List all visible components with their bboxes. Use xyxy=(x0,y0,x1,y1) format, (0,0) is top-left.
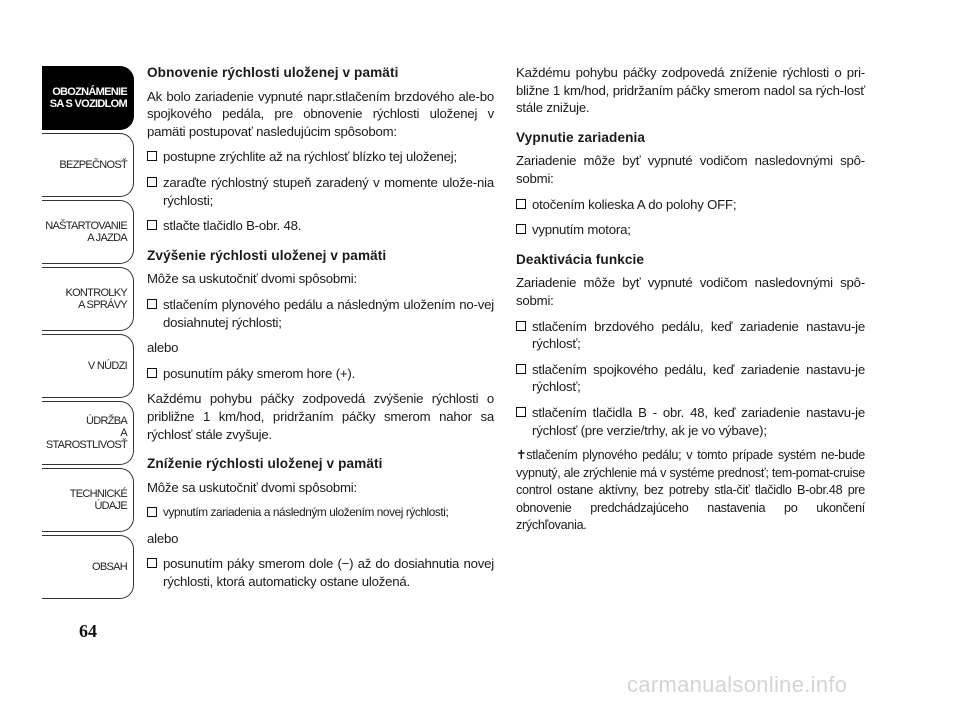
paragraph: Môže sa uskutočniť dvomi spôsobmi: xyxy=(147,271,357,287)
bullet-item: zaraďte rýchlostný stupeň zaradený v momente ulože-nia rýchlosti; xyxy=(147,174,494,209)
bullet-item: posunutím páky smerom dole (−) až do dosiahnutia novej rýchlosti, ktorá automaticky ostane uložená. xyxy=(147,555,494,590)
tab-label: OBSAH xyxy=(91,561,127,573)
paragraph: Môže sa uskutočniť dvomi spôsobmi: xyxy=(147,479,357,495)
bullet-item: posunutím páky smerom hore (+). xyxy=(147,365,494,383)
paragraph: alebo xyxy=(147,340,179,356)
tab-v-nudzi[interactable] xyxy=(42,334,134,398)
bullet-item: stlačením spojkového pedálu, keď zariadenie nastavu-je rýchlosť; xyxy=(516,361,865,396)
tab-label: KONTROLKY A SPRÁVY xyxy=(65,287,127,311)
bullet-item: stlačte tlačidlo B-obr. 48. xyxy=(147,217,494,235)
chapter-tabs xyxy=(42,66,134,602)
tab-bezpecnost[interactable] xyxy=(42,133,134,197)
dagger-mark: ✝ xyxy=(516,448,527,463)
bullet-item: stlačením tlačidla B - obr. 48, keď zariadenie nastavu-je rýchlosť (pre verzie/trhy, ak je vo výbave); xyxy=(516,404,865,439)
section-heading: Zníženie rýchlosti uloženej v pamäti xyxy=(147,456,383,472)
bullet-item: otočením kolieska A do polohy OFF; xyxy=(516,196,865,214)
paragraph: Každému pohybu páčky zodpovedá zvýšenie rýchlosti o približne 1 km/hod, pridržaním páčky smerom nahor sa rýchlosť stále zvyšuje. xyxy=(147,391,494,442)
tab-label: OBOZNÁMENIE SA S VOZIDLOM xyxy=(49,86,127,110)
tab-label: ÚDRŽBA A STAROSTLIVOSŤ xyxy=(45,415,127,451)
watermark: carmanualsonline.info xyxy=(627,672,848,697)
paragraph: alebo xyxy=(147,530,179,546)
bullet-item: stlačením brzdového pedálu, keď zariadenie nastavu-je rýchlosť; xyxy=(516,318,865,353)
paragraph: Zariadenie môže byť vypnuté vodičom nasledovnými spô-sobmi: xyxy=(516,153,865,186)
paragraph-text: stlačením plynového pedálu; v tomto prípade systém ne-bude vypnutý, ale zrýchlenie má v systéme prednosť; tem-pomat-cruise control ostane aktívny, bez potreby stla-čiť tlačidlo B-obr.48 pre obnovenie predchádzajúceho nastavenia po ukončení zrýchľovania. xyxy=(516,448,865,533)
right-column xyxy=(516,64,865,543)
tab-nastartovanie[interactable] xyxy=(42,200,134,264)
section-heading: Deaktivácia funkcie xyxy=(516,251,645,267)
tab-udrzba[interactable] xyxy=(42,401,134,465)
bullet-item: postupne zrýchlite až na rýchlosť blízko tej uloženej; xyxy=(147,148,494,166)
tab-label: V NÚDZI xyxy=(87,360,127,372)
paragraph: Každému pohybu páčky zodpovedá zníženie rýchlosti o pri-bližne 1 km/hod, pridržaním páčky smerom nadol sa rých-losť stále znižuje. xyxy=(516,65,865,116)
paragraph: Ak bolo zariadenie vypnuté napr.stlačením brzdového ale-bo spojkového pedála, pre obnovenie rýchlosti uloženej v pamäti postupovať nasledujúcim spôsobom: xyxy=(147,88,494,139)
tab-label: BEZPEČNOSŤ xyxy=(59,159,127,171)
tab-kontrolky[interactable] xyxy=(42,267,134,331)
bullet-item: stlačením plynového pedálu a následným uložením no-vej dosiahnutej rýchlosti; xyxy=(147,296,494,331)
page-number: 64 xyxy=(79,621,97,641)
tab-oboznamenie[interactable] xyxy=(42,66,134,130)
section-heading: Obnovenie rýchlosti uloženej v pamäti xyxy=(147,65,399,80)
tab-label: TECHNICKÉ ÚDAJE xyxy=(69,488,127,512)
paragraph: Zariadenie môže byť vypnuté vodičom nasledovnými spô-sobmi: xyxy=(516,275,865,308)
bullet-item: vypnutím zariadenia a následným uložením novej rýchlosti; xyxy=(147,504,494,522)
bullet-item: vypnutím motora; xyxy=(516,221,865,239)
section-heading: Vypnutie zariadenia xyxy=(516,129,646,145)
tab-obsah[interactable] xyxy=(42,535,134,599)
tab-label: NAŠTARTOVANIE A JAZDA xyxy=(45,220,127,244)
section-heading: Zvýšenie rýchlosti uloženej v pamäti xyxy=(147,247,387,263)
tab-technicke-udaje[interactable] xyxy=(42,468,134,532)
left-column xyxy=(147,64,494,599)
paragraph xyxy=(516,447,865,535)
